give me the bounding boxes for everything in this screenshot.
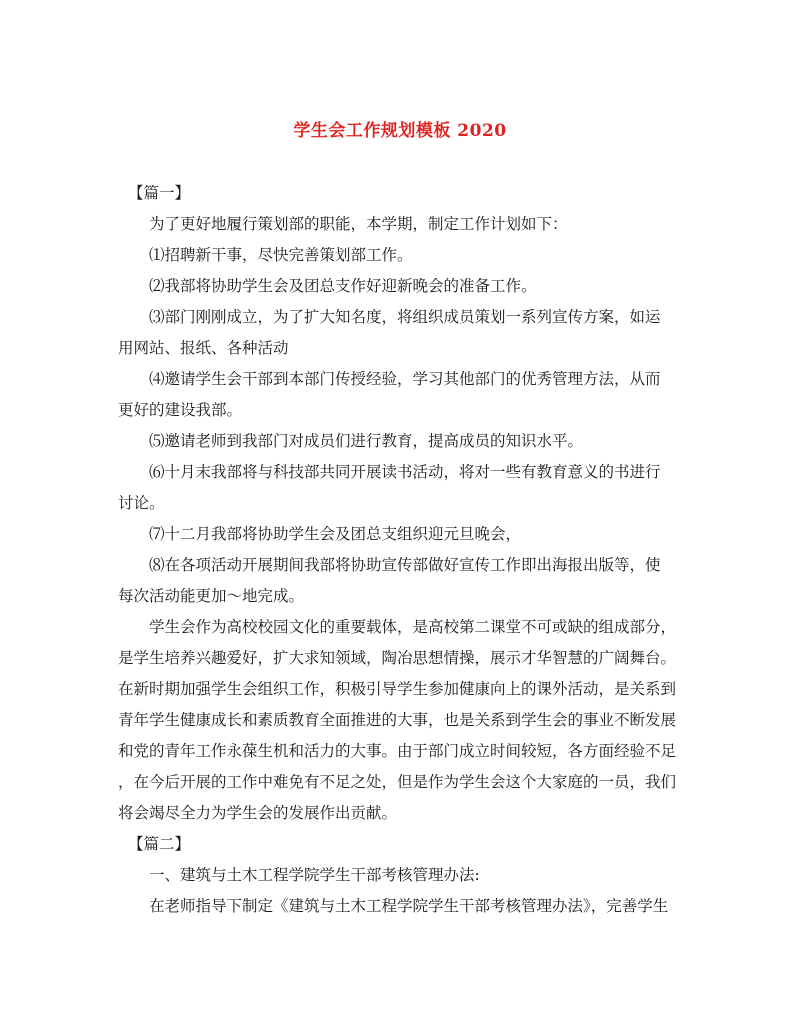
list-item-3: ⑶部门刚刚成立，为了扩大知名度，将组织成员策划一系列宣传方案，如运	[149, 308, 661, 326]
list-item-6: ⑹十月末我部将与科技部共同开展读书活动，将对一些有教育意义的书进行	[149, 463, 661, 481]
list-item-3-cont: 用网站、报纸、各种活动	[118, 339, 289, 357]
paragraph-line: ，在今后开展的工作中难免有不足之处，但是作为学生会这个大家庭的一员，我们	[118, 773, 677, 791]
list-item-4-cont: 更好的建设我部。	[118, 401, 243, 419]
paragraph-line: 和党的青年工作永葆生机和活力的大事。由于部门成立时间较短，各方面经验不足	[118, 742, 677, 760]
document-title: 学生会工作规划模板 2020	[293, 121, 507, 141]
list-item-4: ⑷邀请学生会干部到本部门传授经验，学习其他部门的优秀管理方法，从而	[149, 370, 661, 388]
list-item-6-cont: 讨论。	[118, 494, 165, 512]
list-item-5: ⑸邀请老师到我部门对成员们进行教育，提高成员的知识水平。	[149, 432, 584, 450]
paragraph-line: 青年学生健康成长和素质教育全面推进的大事，也是关系到学生会的事业不断发展	[118, 711, 677, 729]
subsection-heading: 一、建筑与土木工程学院学生干部考核管理办法:	[149, 866, 480, 884]
section-heading-2: 【篇二】	[128, 835, 191, 853]
list-item-1: ⑴招聘新干事，尽快完善策划部工作。	[149, 246, 413, 264]
paragraph-line: 在新时期加强学生会组织工作，积极引导学生参加健康向上的课外活动，是关系到	[118, 680, 677, 698]
paragraph-line: 在老师指导下制定《建筑与土木工程学院学生干部考核管理办法》，完善学生	[149, 897, 669, 915]
list-item-8: ⑻在各项活动开展期间我部将协助宣传部做好宣传工作即出海报出版等，使	[149, 556, 661, 574]
paragraph-line: 为了更好地履行策划部的职能，本学期，制定工作计划如下：	[149, 215, 568, 233]
section-heading-1: 【篇一】	[128, 184, 191, 202]
paragraph-line: 是学生培养兴趣爱好，扩大求知领域，陶冶思想情操，展示才华智慧的广阔舞台。	[118, 649, 677, 667]
list-item-7: ⑺十二月我部将协助学生会及团总支组织迎元旦晚会，	[149, 525, 522, 543]
paragraph-line: 将会竭尽全力为学生会的发展作出贡献。	[118, 804, 398, 822]
paragraph-line: 学生会作为高校校园文化的重要载体，是高校第二课堂不可或缺的组成部分，	[149, 618, 677, 636]
document-body	[118, 178, 688, 922]
list-item-2: ⑵我部将协助学生会及团总支作好迎新晚会的准备工作。	[149, 277, 537, 295]
list-item-8-cont: 每次活动能更加～地完成。	[118, 587, 305, 605]
